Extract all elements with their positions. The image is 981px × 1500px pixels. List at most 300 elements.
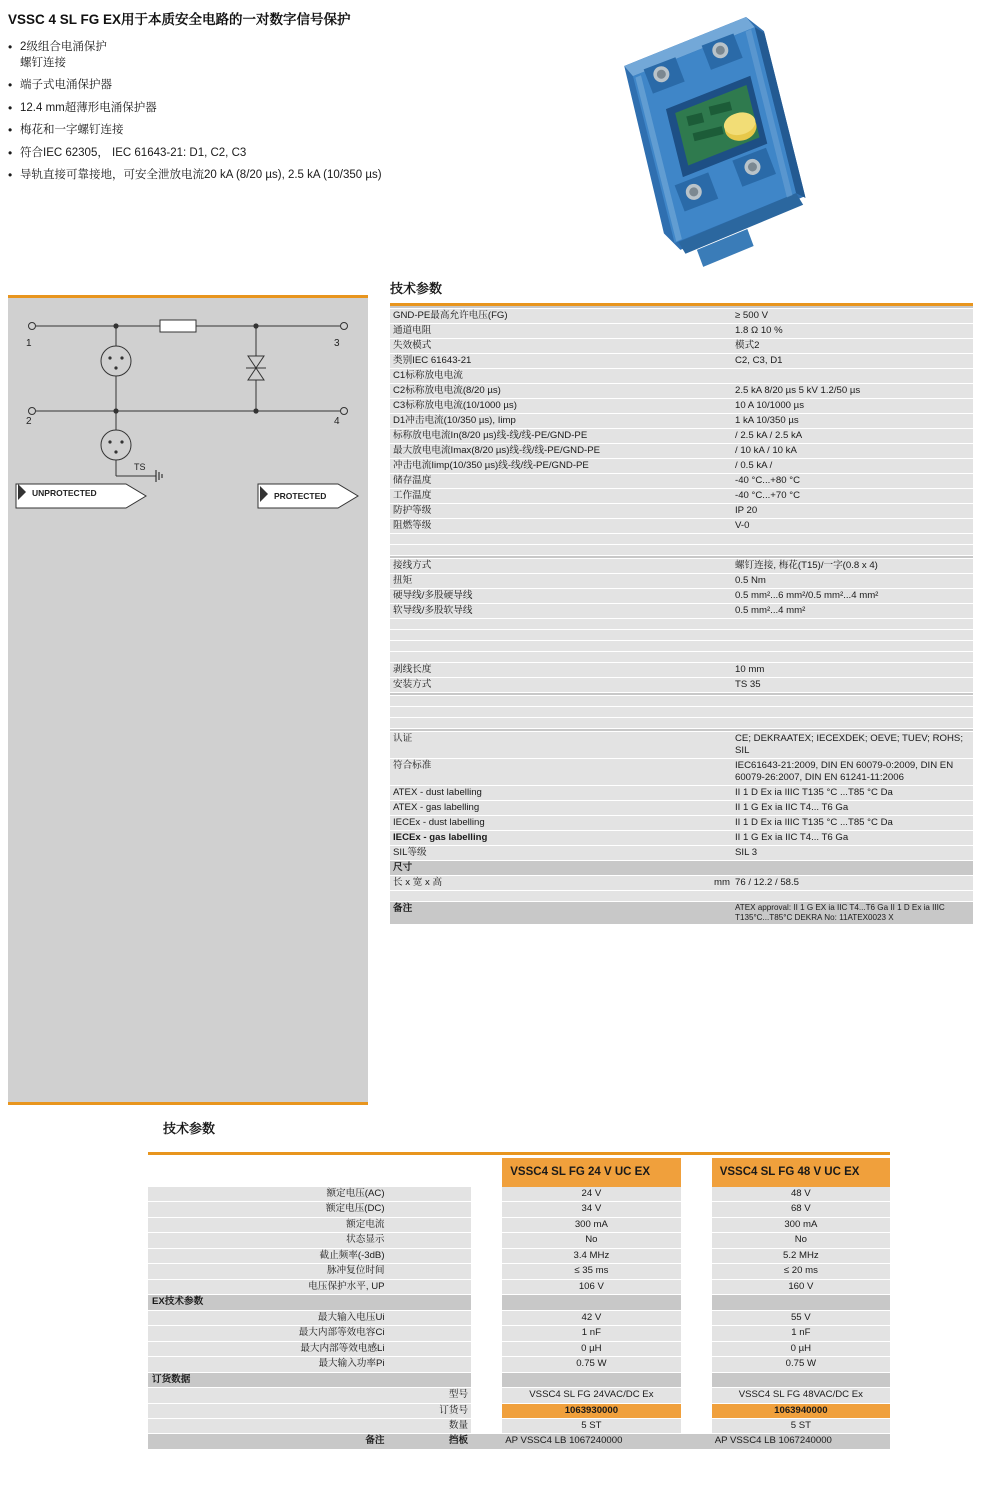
ordering-value: 0.75 W [712,1357,890,1372]
ordering-sublabel [388,1326,472,1341]
spec-row [390,731,973,758]
unprotected-arrow [16,484,146,508]
ordering-value: 68 V [712,1202,890,1217]
spec-label [390,651,690,662]
ordering-value: 34 V [502,1202,680,1217]
spec-row [390,845,973,860]
product-photo [575,5,865,275]
spec-value: -40 °C...+80 °C [732,473,973,488]
spec-value: 2.5 kA 8/20 µs 5 kV 1.2/50 µs [732,383,973,398]
spec-label: 类别IEC 61643-21 [390,353,690,368]
spec-value: / 0.5 kA / [732,458,973,473]
order-number: 1063930000 [502,1403,680,1418]
ordering-gap [471,1310,502,1325]
spec-unit [690,353,732,368]
spec-label: 防护等级 [390,503,690,518]
spec-unit [690,629,732,640]
spec-row [390,518,973,533]
spec-unit [690,458,732,473]
ordering-label: 脉冲复位时间 [148,1264,388,1279]
ordering-row [148,1403,890,1418]
spec-unit [690,717,732,728]
spec-value [732,640,973,651]
ordering-row [148,1248,890,1263]
ordering-value: ≤ 20 ms [712,1264,890,1279]
spec-label [390,890,690,901]
spec-unit [690,845,732,860]
ordering-sublabel [388,1248,472,1263]
spec-value: IP 20 [732,503,973,518]
ordering-value: 0 µH [502,1341,680,1356]
ordering-value: 300 mA [712,1217,890,1232]
spec-value: II 1 D Ex ia IIIC T135 °C ...T85 °C Da [732,785,973,800]
ordering-remark-value: AP VSSC4 LB 1067240000 [502,1434,680,1449]
spec-divider-row [390,651,973,662]
spec-value [732,629,973,640]
ordering-remark-row [148,1434,890,1449]
spec-label: 冲击电流Iimp(10/350 µs)线-线/线-PE/GND-PE [390,458,690,473]
ordering-label: 最大内部等效电容Ci [148,1326,388,1341]
spec-label: IECEx - gas labelling [390,830,690,845]
spec-unit [690,413,732,428]
ordering-gap [471,1434,502,1449]
ordering-row [148,1341,890,1356]
ordering-label [148,1388,388,1403]
spec-row [390,558,973,573]
ordering-gap [681,1279,712,1294]
ordering-gap [471,1279,502,1294]
spec-value: IEC61643-21:2009, DIN EN 60079-0:2009, DIN EN 60079-26:2007, DIN EN 61241-11:2006 [732,758,973,785]
ordering-gap [471,1202,502,1217]
spec-unit [690,901,732,924]
spec-value: SIL 3 [732,845,973,860]
spec-row [390,473,973,488]
ordering-label: 额定电压(AC) [148,1187,388,1202]
spec-label [390,533,690,544]
spec-divider-row [390,629,973,640]
spec-label: 储存温度 [390,473,690,488]
ordering-label [148,1418,388,1433]
ordering-value: 3.4 MHz [502,1248,680,1263]
tech-params-table [390,306,973,925]
ordering-row [148,1388,890,1403]
ordering-gap [681,1357,712,1372]
ordering-value: VSSC4 SL FG 24VAC/DC Ex [502,1388,680,1403]
ordering-sublabel [388,1341,472,1356]
ordering-gap [471,1264,502,1279]
spec-label: 硬导线/多股硬导线 [390,588,690,603]
ordering-title: 技术参数 [163,1121,216,1136]
spec-label: 工作温度 [390,488,690,503]
spec-label: GND-PE最高允许电压(FG) [390,309,690,324]
spec-label: C3标称放电电流(10/1000 µs) [390,398,690,413]
spec-label: D1冲击电流(10/350 µs), Iimp [390,413,690,428]
spec-unit [690,758,732,785]
ordering-value: No [502,1233,680,1248]
spec-value [732,368,973,383]
spec-label [390,618,690,629]
spec-label [390,640,690,651]
spec-row [390,662,973,677]
spec-label: 扭矩 [390,573,690,588]
ordering-gap [681,1295,712,1310]
ordering-label: 状态显示 [148,1233,388,1248]
ordering-gap [681,1248,712,1263]
ordering-value: 300 mA [502,1217,680,1232]
spec-unit [690,800,732,815]
spec-section-row [390,860,973,875]
ordering-gap [681,1434,712,1449]
ordering-gap [681,1403,712,1418]
spec-label: IECEx - dust labelling [390,815,690,830]
spec-row [390,428,973,443]
spec-value: -40 °C...+70 °C [732,488,973,503]
spec-value [732,695,973,706]
ordering-label: 额定电流 [148,1217,388,1232]
spec-value: 10 mm [732,662,973,677]
spec-value: ≥ 500 V [732,309,973,324]
ordering-sublabel: 订货号 [388,1403,472,1418]
spec-divider-row [390,717,973,728]
spec-value [732,860,973,875]
ordering-row [148,1418,890,1433]
schematic-terminal-3: 3 [334,338,340,349]
spec-label [390,695,690,706]
ordering-value: 55 V [712,1310,890,1325]
ordering-gap [471,1418,502,1433]
ordering-table [148,1158,890,1450]
spec-row [390,309,973,324]
ordering-sublabel [388,1187,472,1202]
ordering-sublabel [388,1372,472,1387]
svg-text:UNPROTECTED: UNPROTECTED [32,488,97,498]
spec-divider-row [390,640,973,651]
spec-value [732,651,973,662]
spec-divider-row [390,890,973,901]
page-title: VSSC 4 SL FG EX用于本质安全电路的一对数字信号保护 [8,12,351,27]
spec-label: 最大放电电流Imax(8/20 µs)线-线/线-PE/GND-PE [390,443,690,458]
spec-value: TS 35 [732,677,973,692]
spec-unit [690,706,732,717]
ordering-value: VSSC4 SL FG 48VAC/DC Ex [712,1388,890,1403]
spec-unit [690,503,732,518]
ordering-value: 0.75 W [502,1357,680,1372]
ordering-sublabel: 数量 [388,1418,472,1433]
ordering-header-row [148,1158,890,1187]
spec-unit [690,544,732,555]
spec-unit [690,368,732,383]
ordering-value: No [712,1233,890,1248]
ordering-value: 160 V [712,1279,890,1294]
ordering-value: 0 µH [712,1341,890,1356]
spec-unit [690,473,732,488]
ordering-row [148,1217,890,1232]
schematic-terminal-2: 2 [26,416,32,427]
spec-label [390,544,690,555]
spec-value: 1.8 Ω 10 % [732,323,973,338]
spec-label [390,717,690,728]
spec-label: C1标称放电电流 [390,368,690,383]
spec-divider-row [390,695,973,706]
ordering-value [502,1372,680,1387]
spec-label: 认证 [390,731,690,758]
spec-label: ATEX - dust labelling [390,785,690,800]
feature-list [8,40,408,191]
ordering-value: 106 V [502,1279,680,1294]
spec-unit [690,338,732,353]
ordering-value: 1 nF [502,1326,680,1341]
svg-text:PROTECTED: PROTECTED [274,491,327,501]
ordering-gap [471,1248,502,1263]
spec-value: 0.5 mm²...4 mm² [732,603,973,618]
protected-arrow [258,484,358,508]
spec-value: CE; DEKRAATEX; IECEXDEK; OEVE; TUEV; ROHS; SIL [732,731,973,758]
ordering-gap [681,1202,712,1217]
spec-unit [690,662,732,677]
ordering-value: ≤ 35 ms [502,1264,680,1279]
spec-divider-row [390,544,973,555]
ordering-row [148,1202,890,1217]
spec-unit [690,651,732,662]
spec-unit [690,488,732,503]
ordering-gap [681,1233,712,1248]
feature-item: • 符合IEC 62305， IEC 61643-21: D1, C2, C3 [8,146,408,162]
ordering-gap [681,1326,712,1341]
spec-label: 阻燃等级 [390,518,690,533]
spec-section-row [390,901,973,924]
spec-row [390,785,973,800]
ordering-gap [681,1418,712,1433]
spec-label: 安装方式 [390,677,690,692]
spec-label: 符合标准 [390,758,690,785]
feature-item: • 2级组合电涌保护 螺钉连接 [8,40,408,71]
ordering-sublabel: 型号 [388,1388,472,1403]
ordering-sublabel [388,1217,472,1232]
ordering-label [148,1403,388,1418]
ordering-remark-value: AP VSSC4 LB 1067240000 [712,1434,890,1449]
spec-row [390,603,973,618]
ordering-row [148,1187,890,1202]
spec-value: II 1 G Ex ia IIC T4... T6 Ga [732,800,973,815]
ordering-row [148,1310,890,1325]
spec-unit [690,603,732,618]
spec-value [732,533,973,544]
spec-label: 剥线长度 [390,662,690,677]
spec-row [390,398,973,413]
ordering-gap [681,1217,712,1232]
spec-row [390,368,973,383]
spec-row [390,800,973,815]
ordering-label: EX技术参数 [148,1295,388,1310]
spec-row [390,383,973,398]
ordering-label: 最大输入功率Pi [148,1357,388,1372]
ordering-gap [681,1372,712,1387]
spec-label: 尺寸 [390,860,690,875]
ordering-sublabel: 挡板 [388,1434,472,1449]
schematic-terminal-4: 4 [334,416,340,427]
ordering-gap [471,1326,502,1341]
ordering-sublabel [388,1357,472,1372]
spec-unit [690,860,732,875]
spec-unit [690,533,732,544]
spec-row [390,338,973,353]
spec-unit [690,695,732,706]
ordering-gap [471,1372,502,1387]
spec-unit [690,731,732,758]
ordering-gap [471,1187,502,1202]
order-number: 1063940000 [712,1403,890,1418]
spec-row [390,443,973,458]
ordering-sublabel [388,1295,472,1310]
ordering-gap [681,1158,712,1187]
spec-row [390,875,973,890]
spec-unit [690,588,732,603]
spec-unit [690,428,732,443]
ordering-sublabel [388,1233,472,1248]
ordering-label: 订货数据 [148,1372,388,1387]
ordering-label: 额定电压(DC) [148,1202,388,1217]
ordering-gap [681,1187,712,1202]
spec-unit [690,640,732,651]
spec-unit [690,815,732,830]
schematic-ts-label: TS [134,462,146,472]
spec-value: II 1 G Ex ia IIC T4... T6 Ga [732,830,973,845]
tech-params-title: 技术参数 [390,281,443,296]
spec-unit: mm [690,875,732,890]
ordering-value: 48 V [712,1187,890,1202]
spec-label: C2标称放电电流(8/20 µs) [390,383,690,398]
ordering-label: 最大内部等效电感Li [148,1341,388,1356]
ordering-gap [471,1158,502,1187]
spec-label: 接线方式 [390,558,690,573]
ordering-sublabel [388,1158,472,1187]
spec-label: 备注 [390,901,690,924]
ordering-sublabel [388,1279,472,1294]
ordering-value: 5 ST [712,1418,890,1433]
ordering-row [148,1357,890,1372]
ordering-gap [471,1217,502,1232]
ordering-gap [471,1233,502,1248]
spec-row [390,588,973,603]
ordering-value: 42 V [502,1310,680,1325]
ordering-row [148,1264,890,1279]
ordering-gap [471,1388,502,1403]
spec-unit [690,618,732,629]
spec-value: 76 / 12.2 / 58.5 [732,875,973,890]
ordering-gap [681,1388,712,1403]
spec-row [390,815,973,830]
spec-value [732,890,973,901]
spec-value: 1 kA 10/350 µs [732,413,973,428]
ordering-value [502,1295,680,1310]
spec-value [732,706,973,717]
spec-value: V-0 [732,518,973,533]
spec-row [390,573,973,588]
ordering-gap [681,1341,712,1356]
spec-label: 软导线/多股软导线 [390,603,690,618]
ordering-value: 24 V [502,1187,680,1202]
spec-value: 0.5 mm²...6 mm²/0.5 mm²...4 mm² [732,588,973,603]
ordering-gap [681,1264,712,1279]
spec-label [390,629,690,640]
feature-item: • 导轨直接可靠接地，可安全泄放电流20 kA (8/20 µs), 2.5 kA (10/350 µs) [8,168,408,184]
ordering-sublabel [388,1264,472,1279]
ordering-gap [471,1295,502,1310]
ordering-column-header: VSSC4 SL FG 48 V UC EX [712,1158,890,1187]
spec-unit [690,573,732,588]
spec-row [390,503,973,518]
spec-row [390,323,973,338]
spec-row [390,458,973,473]
ordering-top-rule [148,1152,890,1155]
ordering-value: 5 ST [502,1418,680,1433]
ordering-group-row [148,1295,890,1310]
spec-row [390,413,973,428]
spec-label: 通道电阻 [390,323,690,338]
spec-row [390,677,973,692]
ordering-label: 最大输入电压Ui [148,1310,388,1325]
ordering-gap [681,1310,712,1325]
ordering-row [148,1233,890,1248]
schematic-terminal-1: 1 [26,338,32,349]
spec-value: 螺钉连接, 梅花(T15)/一字(0.8 x 4) [732,558,973,573]
ordering-label: 电压保护水平, UP [148,1279,388,1294]
spec-value: 0.5 Nm [732,573,973,588]
spec-divider-row [390,706,973,717]
spec-label: 失效模式 [390,338,690,353]
spec-unit [690,830,732,845]
spec-unit [690,309,732,324]
spec-label [390,706,690,717]
spec-unit [690,323,732,338]
ordering-sublabel [388,1310,472,1325]
ordering-gap [471,1341,502,1356]
spec-divider-row [390,618,973,629]
ordering-value: 5.2 MHz [712,1248,890,1263]
spec-row [390,758,973,785]
ordering-label [148,1158,388,1187]
spec-unit [690,785,732,800]
ordering-value [712,1372,890,1387]
spec-unit [690,558,732,573]
tech-params-block [390,278,973,925]
spec-unit [690,890,732,901]
ordering-sublabel [388,1202,472,1217]
spec-value [732,544,973,555]
spec-row [390,353,973,368]
ordering-column-header: VSSC4 SL FG 24 V UC EX [502,1158,680,1187]
ordering-row [148,1326,890,1341]
ordering-group-row [148,1372,890,1387]
ordering-gap [471,1357,502,1372]
schematic-diagram [8,295,368,1105]
spec-value [732,717,973,728]
spec-value: C2, C3, D1 [732,353,973,368]
spec-unit [690,383,732,398]
spec-label: 长 x 宽 x 高 [390,875,690,890]
feature-item: • 端子式电涌保护器 [8,78,408,94]
spec-label: SIL等级 [390,845,690,860]
ordering-row [148,1279,890,1294]
spec-value: ATEX approval: II 1 G EX ia IIC T4...T6 Ga II 1 D Ex ia IIIC T135°C...T85°C DEKRA No: 11ATEX0023 X [732,901,973,924]
spec-value: / 10 kA / 10 kA [732,443,973,458]
ordering-value: 1 nF [712,1326,890,1341]
spec-row [390,488,973,503]
spec-value: II 1 D Ex ia IIIC T135 °C ...T85 °C Da [732,815,973,830]
ordering-gap [471,1403,502,1418]
spec-unit [690,518,732,533]
ordering-value [712,1295,890,1310]
